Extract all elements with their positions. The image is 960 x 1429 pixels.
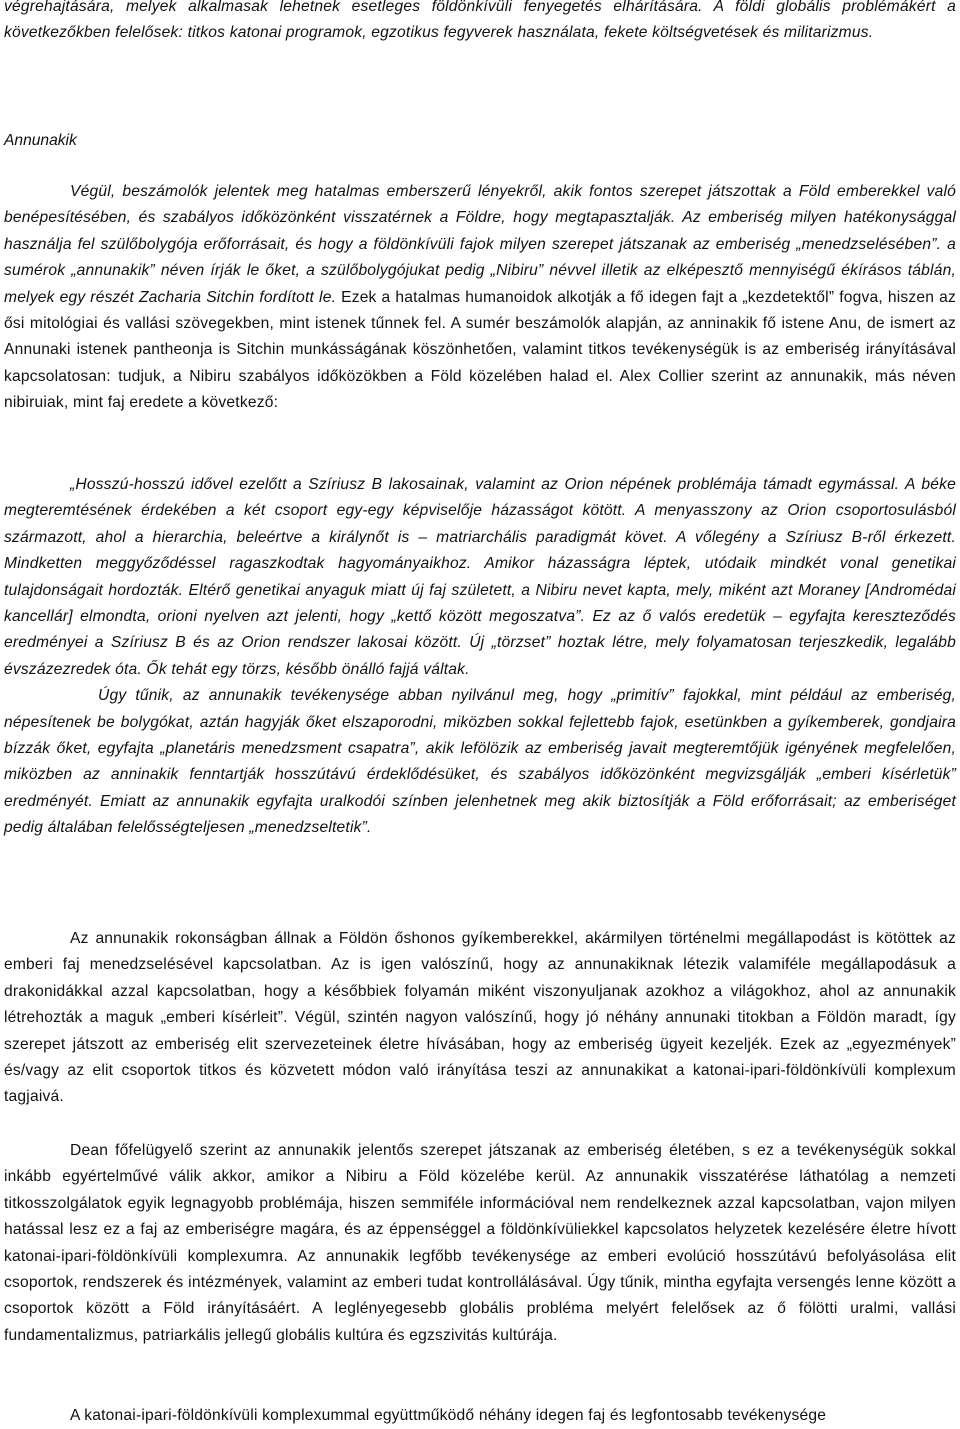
- intro-text: végrehajtására, melyek alkalmasak lehetnek esetleges földönkívüli fenyegetés elhárítására. A földi globális problémákért a következőkben felelősek: titkos katonai programok, egzotikus fegyverek használata, fekete költségvetések és militarizmus.: [4, 0, 956, 42]
- section-heading: Annunakik: [4, 132, 77, 149]
- paragraph-intro: [4, 0, 956, 47]
- paragraph-quote: [4, 472, 956, 842]
- quote-text: „Hosszú-hosszú idővel ezelőtt a Szíriusz B lakosainak, valamint az Orion népének problémája támadt egymással. A béke megteremtésének érdekében a két csoport egy-egy képviselője házasságot kötött. A menyasszony az Orion csoportosulásból származott, ahol a hierarchia, beleértve a királynőt is – matriarchális paradigmát követ. A vőlegény a Szíriusz B-ről érkezett. Mindketten meggyőződéssel ragaszkodtak hagyományaikhoz. Amikor házasságra léptek, utódaik mindkét vonal genetikai tulajdonságait hordozták. Eltérő genetikai anyaguk miatt új faj született, a Nibiru nevet kapta, mely, miként azt Moraney [Andromédai kancellár] elmondta, orioni nyelven azt jelenti, hogy „kettő között megoszatva”. Ez az ő valós eredetük – egyfajta kereszteződés eredményei a Szíriusz B és az Orion rendszer lakosai között. Új „törzset” hoztak létre, mely folyamatosan terjeszkedik, legalább évszázezredek óta. Ők tehát egy törzs, később önálló fajjá váltak.: [4, 476, 956, 678]
- quote-continuation: Úgy tűnik, az annunakik tevékenysége abban nyilvánul meg, hogy „primitív” fajokkal, mint például az emberiség, népesítenek be bolygókat, aztán hagyják őket elszaporodni, miközben sokkal fejlettebb fajok, esetünkben a gyíkemberek, gondjaira bízzák őket, egyfajta „planetáris menedzsment csapatra”, akik lefölözik az emberiség javait megteremtőjük igényének megfelelően, miközben az anninakik fenntartják hosszútávú érdeklődésüket, és szabályos időközönként megvizsgálják „emberi kísérletük” eredményét. Emiatt az annunakik egyfajta uralkodói színben jelenhetnek meg akik biztosítják a Föld erőforrásait; az emberiséget pedig általában felelősségteljesen „menedzseltetik”.: [4, 687, 956, 837]
- paragraph-5-text: A katonai-ipari-földönkívüli komplexummal együttműködő néhány idegen faj és legfontosabb tevékenysége: [70, 1407, 827, 1424]
- paragraph-4: [4, 1138, 956, 1349]
- paragraph-annunakik-1: [4, 179, 956, 417]
- paragraph-regular-part: Ezek a hatalmas humanoidok alkotják a fő idegen fajt a „kezdetektől” fogva, hiszen az ősi mitológiai és vallási szövegekben, mint istenek tűnnek fel. A sumér beszámolók alapján, az anninakik fő istene Anu, de ismert az Annunaki istenek pantheonja is Sitchin munkásságának köszönhetően, valamint titkos tevékenységük is az emberiség irányításával kapcsolatosan: tudjuk, a Nibiru szabályos időközökben a Föld közelében halad el. Alex Collier szerint az annunakik, más néven nibiruiak, mint faj eredete a következő:: [4, 288, 956, 412]
- paragraph-4-text: Dean főfelügyelő szerint az annunakik jelentős szerepet játszanak az emberiség életében, s ez a tevékenységük sokkal inkább egyértelművé válik akkor, amikor a Nibiru a Föld közelébe kerül. Az annunakik visszatérése láthatólag a nemzeti titkosszolgálatok egyik legnagyobb problémája, hiszen semmiféle információval nem rendelkeznek azzal kapcsolatban, vajon milyen hatással lesz ez a faj az emberiségre magára, és az éppenséggel a földönkívüliekkel kapcsolatos helyzetek kezelésére életre hívott katonai-ipari-földönkívüli komplexumra. Az annunakik legfőbb tevékenysége az emberi evolúció hosszútávú befolyásolása elit csoportok, rendszerek és intézmények, valamint az emberi tudat kontrollálásával. Úgy tűnik, mintha egyfajta versengés lenne között a csoportok között a Föld irányításáért. A leglényegesebb globális probléma melyért felelősek az ő fölötti uralmi, vallási fundamentalizmus, patriarkális jellegű globális kultúra és egzszivitás kultúrája.: [4, 1142, 956, 1344]
- paragraph-3: [4, 926, 956, 1111]
- paragraph-3-text: Az annunakik rokonságban állnak a Földön őshonos gyíkemberekkel, akármilyen történelmi megállapodást is kötöttek az emberi faj menedzselésével kapcsolatban. Az is igen valószínű, hogy az annunakiknak létezik valamiféle megállapodásuk a drakonidákkal azzal kapcsolatban, hogy a későbbiek folyamán miként viszonyuljanak azokhoz a világokhoz, ahol az annunakik létrehozták a maguk „emberi kísérleit”. Végül, szintén nagyon valószínű, hogy jó néhány annunaki titokban a Földön maradt, így szerepet játszott az emberiség elit szervezeteinek életre hívásában, hogy az emberiség ügyeit kezeljék. Ezek az „egyezmények” és/vagy az elit csoportok titkos és közvetett módon való irányítása teszi az annunakikat a katonai-ipari-földönkívüli komplexum tagjaivá.: [4, 930, 956, 1106]
- paragraph-italic-part: Végül, beszámolók jelentek meg hatalmas emberszerű lényekről, akik fontos szerepet játszottak a Föld emberekkel való benépesítésében, és szabályos időközönként visszatérnek a Földre, hogy megtapasztalják. Az emberiség milyen hatékonysággal használja fel szülőbolygója erőforrásait, és hogy a földönkívüli fajok milyen szerepet játszanak az emberiség „menedzselésében”. a sumérok „annunakik” néven írják le őket, a szülőbolygójukat pedig „Nibiru” névvel illetik az elképesztő mennyiségű ékírásos táblán, melyek egy részét Zacharia Sitchin fordított le.: [4, 183, 956, 306]
- paragraph-5: [4, 1403, 956, 1429]
